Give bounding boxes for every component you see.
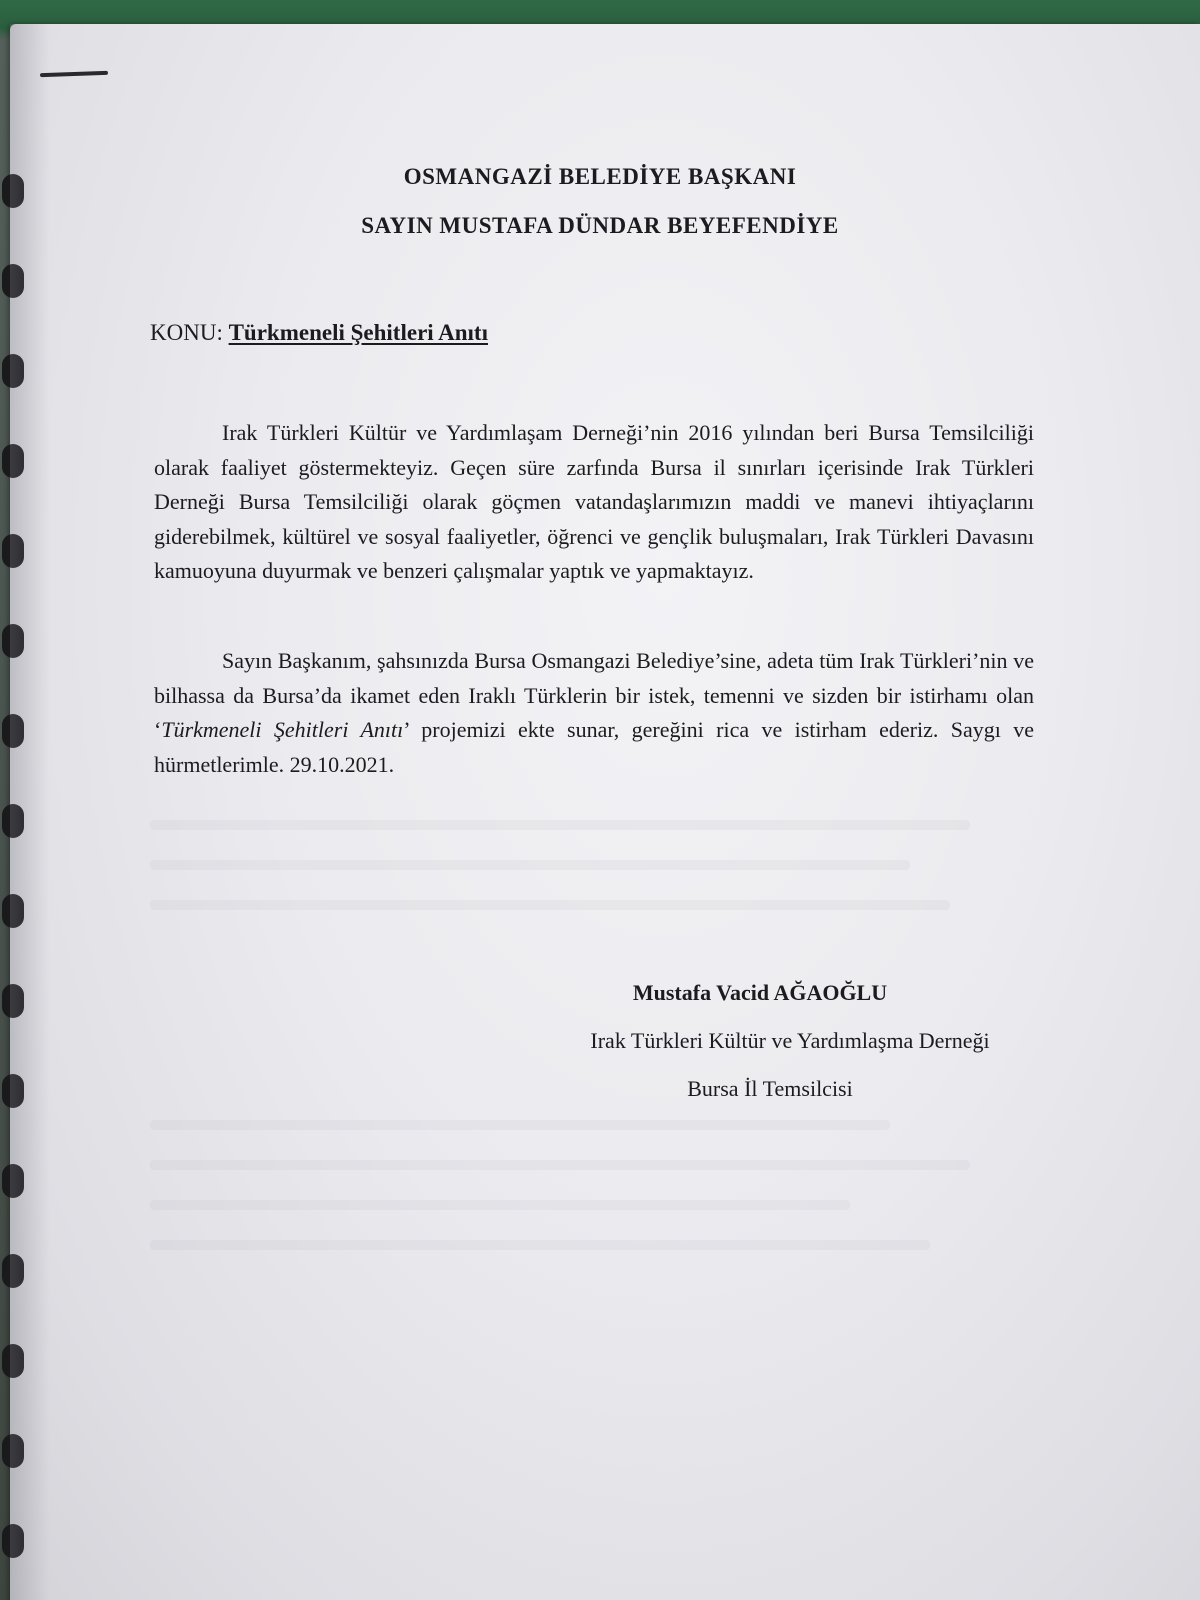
body-paragraph-1: Irak Türkleri Kültür ve Yardımlaşam Derneği’nin 2016 yılından beri Bursa Temsilciliği olarak faaliyet göstermekteyiz. Geçen süre zarfında Bursa il sınırları içerisinde Irak Türkleri Derneği Bursa Temsilciliği olarak göçmen vatandaşlarımızın maddi ve manevi ihtiyaçlarını giderebilmek, kültürel ve sosyal faaliyetler, öğrenci ve gençlik buluşmaları, Irak Türkleri Davasını kamuoyuna duyurmak ve benzeri çalışmalar yaptık ve yapmaktayız. — [154, 420, 1034, 583]
addressee-line-2: SAYIN MUSTAFA DÜNDAR BEYEFENDİYE — [361, 213, 839, 238]
addressee-line-1: OSMANGAZİ BELEDİYE BAŞKANI — [403, 164, 797, 189]
signatory-organization: Irak Türkleri Kültür ve Yardımlaşma Derneği — [590, 1028, 990, 1053]
signatory-name: Mustafa Vacid AĞAOĞLU — [632, 980, 888, 1005]
subject-line — [150, 320, 488, 346]
signatory-title: Bursa İl Temsilcisi — [687, 1076, 853, 1101]
paragraph-2-text-end: ’ projemizi ekte sunar, gereğini rica ve istirham ederiz. Saygı ve hürmetlerimle. 29.10.2021. — [154, 717, 1034, 777]
project-name: Türkmeneli Şehitleri Anıtı — [161, 717, 404, 742]
body-paragraph-2 — [154, 644, 1034, 782]
paragraph-2-text: Sayın Başkanım, şahsınızda Bursa Osmangazi Belediye’sine, adeta tüm Irak Türkleri’nin ve bilhassa da Bursa’da ikamet eden Iraklı Türklerin bir istek, temenni ve sizden bir istirhamı olan ‘ — [154, 648, 1034, 742]
subject-value: Türkmeneli Şehitleri Anıtı — [228, 320, 488, 345]
subject-label: KONU: — [150, 320, 223, 345]
